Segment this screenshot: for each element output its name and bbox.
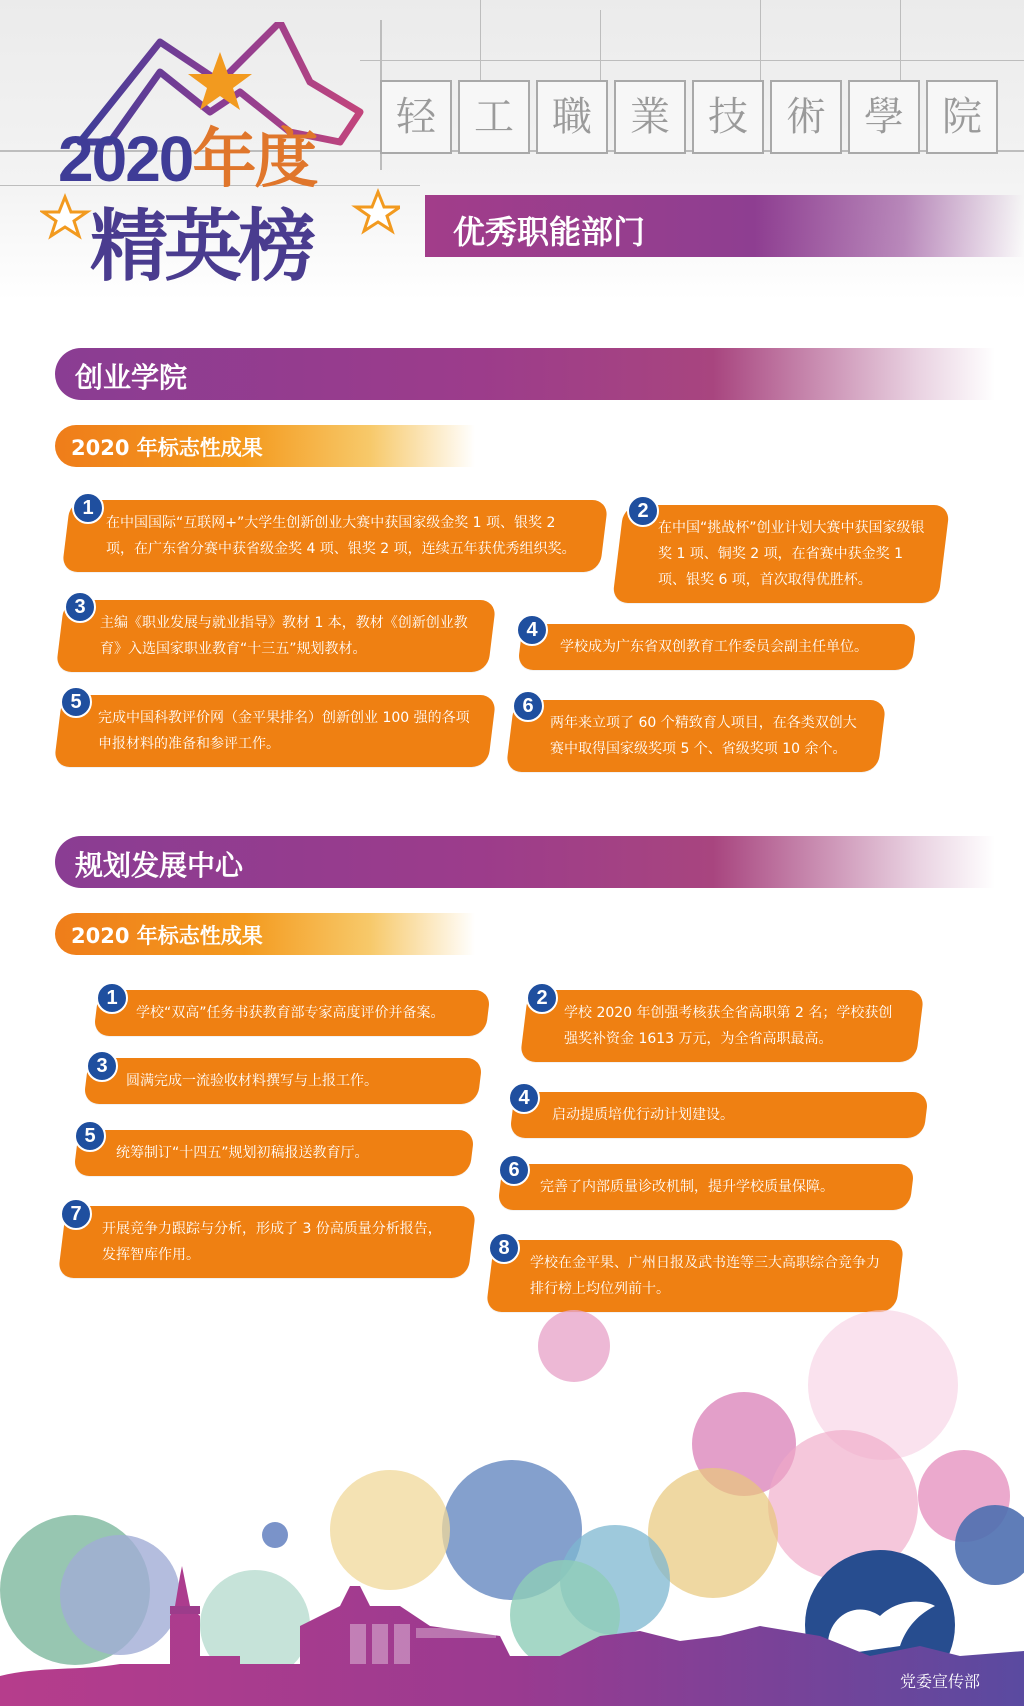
achievement-card xyxy=(506,700,887,772)
achievement-text: 启动提质培优行动计划建设。 xyxy=(552,1107,734,1123)
achievement-card xyxy=(83,1058,483,1104)
achievement-text: 完成中国科教评价网（金平果排名）创新创业 100 强的各项申报材料的准备和参评工作。 xyxy=(98,710,470,752)
achievement-text: 在中国国际“互联网+”大学生创新创业大赛中获国家级金奖 1 项、银奖 2 项，在广东省分赛中获省级金奖 4 项、银奖 2 项，连续五年获优秀组织奖。 xyxy=(106,515,576,557)
achievement-text: 统筹制订“十四五”规划初稿报送教育厅。 xyxy=(116,1145,369,1161)
subsection-title: 2020 年标志性成果 xyxy=(71,436,263,460)
number-badge: 6 xyxy=(512,690,544,722)
achievement-text: 学校成为广东省双创教育工作委员会副主任单位。 xyxy=(560,639,868,655)
campus-sign-char: 轻 xyxy=(380,80,452,154)
number-badge: 5 xyxy=(74,1120,106,1152)
number-badge: 6 xyxy=(498,1154,530,1186)
achievement-card xyxy=(58,1206,477,1278)
achievement-card xyxy=(520,990,925,1062)
achievement-text: 圆满完成一流验收材料撰写与上报工作。 xyxy=(126,1073,378,1089)
section-title: 创业学院 xyxy=(75,361,188,394)
footer-decoration xyxy=(0,1300,1024,1706)
section-title: 规划发展中心 xyxy=(75,849,244,882)
number-badge: 2 xyxy=(526,982,558,1014)
campus-sign-char: 工 xyxy=(458,80,530,154)
logo-year: 2020年度 xyxy=(58,123,317,195)
achievement-text: 主编《职业发展与就业指导》教材 1 本，教材《创新创业教育》入选国家职业教育“十三五”规划教材。 xyxy=(100,615,468,657)
number-badge: 3 xyxy=(64,591,96,623)
achievement-text: 在中国“挑战杯”创业计划大赛中获国家级银奖 1 项、铜奖 2 项，在省赛中获金奖 1 项、银奖 6 项，首次取得优胜杯。 xyxy=(658,520,925,588)
number-badge: 8 xyxy=(488,1232,520,1264)
elite-list-logo xyxy=(40,22,400,292)
campus-sign-char: 學 xyxy=(848,80,920,154)
number-badge: 4 xyxy=(516,614,548,646)
number-badge: 4 xyxy=(508,1082,540,1114)
achievement-card xyxy=(93,990,491,1036)
achievement-text: 学校“双高”任务书获教育部专家高度评价并备案。 xyxy=(136,1005,445,1021)
achievement-card xyxy=(54,695,497,767)
achievement-card xyxy=(497,1164,915,1210)
campus-skyline-icon xyxy=(0,1506,1024,1706)
number-badge: 3 xyxy=(86,1050,118,1082)
achievement-card xyxy=(509,1092,929,1138)
achievement-card xyxy=(56,600,497,672)
campus-sign-char: 術 xyxy=(770,80,842,154)
campus-sign-char: 業 xyxy=(614,80,686,154)
department-credit: 党委宣传部 xyxy=(899,1672,980,1691)
logo-title: 精英榜 xyxy=(90,202,313,292)
subsection-header xyxy=(55,425,475,467)
number-badge: 1 xyxy=(96,982,128,1014)
achievement-text: 学校 2020 年创强考核获全省高职第 2 名；学校获创强奖补资金 1613 万元，为全省高职最高。 xyxy=(564,1005,893,1047)
number-badge: 5 xyxy=(60,686,92,718)
number-badge: 1 xyxy=(72,492,104,524)
banner-title: 优秀职能部门 xyxy=(453,213,646,251)
number-badge: 7 xyxy=(60,1198,92,1230)
header-banner xyxy=(425,195,1024,257)
achievement-text: 学校在金平果、广州日报及武书连等三大高职综合竞争力排行榜上均位列前十。 xyxy=(530,1255,880,1297)
achievement-card xyxy=(517,624,917,670)
campus-sign-char: 職 xyxy=(536,80,608,154)
decorative-bubble xyxy=(538,1310,610,1382)
section-header xyxy=(55,836,995,888)
section-header xyxy=(55,348,995,400)
subsection-title: 2020 年标志性成果 xyxy=(71,924,263,948)
achievement-text: 完善了内部质量诊改机制，提升学校质量保障。 xyxy=(540,1179,834,1195)
achievement-card xyxy=(62,500,609,572)
subsection-header xyxy=(55,913,475,955)
achievement-card xyxy=(612,505,950,603)
campus-sign-char: 院 xyxy=(926,80,998,154)
campus-sign-char: 技 xyxy=(692,80,764,154)
achievement-text: 两年来立项了 60 个精致育人项目，在各类双创大赛中取得国家级奖项 5 个、省级奖项 10 余个。 xyxy=(550,715,857,757)
achievement-card xyxy=(73,1130,475,1176)
number-badge: 2 xyxy=(627,495,659,527)
achievement-text: 开展竞争力跟踪与分析，形成了 3 份高质量分析报告，发挥智库作用。 xyxy=(102,1221,442,1263)
